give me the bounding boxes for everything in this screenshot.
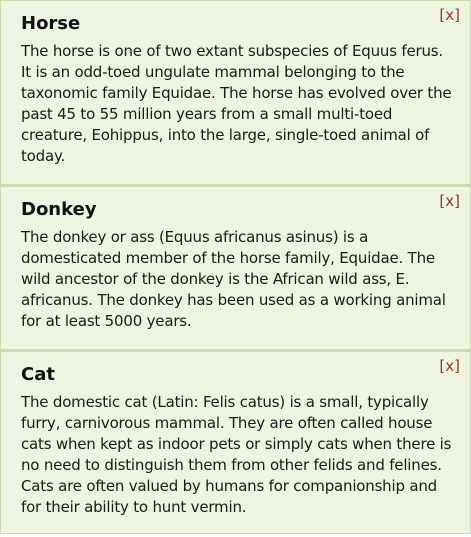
- panel-title-cat: Cat: [21, 364, 55, 385]
- close-button-cat[interactable]: [x]: [439, 357, 460, 375]
- panel-title-donkey: Donkey: [21, 199, 97, 220]
- close-button-donkey[interactable]: [x]: [439, 192, 460, 210]
- panel-text-cat: The domestic cat (Latin: Felis catus) is a small, typically furry, carnivorous mammal. They are often called house cats when kept as indoor pets or simply cats when there is no need to distinguish them from other felids and felines. Cats are often valued by humans for companionship and for their ability to hunt vermin.: [21, 393, 452, 516]
- close-button-horse[interactable]: [x]: [439, 6, 460, 24]
- panel-title-horse: Horse: [21, 13, 81, 34]
- panel-text-horse: The horse is one of two extant subspecies of Equus ferus. It is an odd-toed ungulate mammal belonging to the taxonomic family Equidae. The horse has evolved over the past 45 to 55 million years from a small multi-toed creature, Eohippus, into the large, single-toed animal of today.: [21, 42, 452, 165]
- panel-donkey: [0, 185, 471, 350]
- panel-text-donkey: The donkey or ass (Equus africanus asinus) is a domesticated member of the horse family, Equidae. The wild ancestor of the donkey is the African wild ass, E. africanus. The donkey has been used as a working animal for at least 5000 years.: [21, 228, 446, 330]
- panel-cat: [0, 350, 471, 534]
- panel-horse: [0, 0, 471, 185]
